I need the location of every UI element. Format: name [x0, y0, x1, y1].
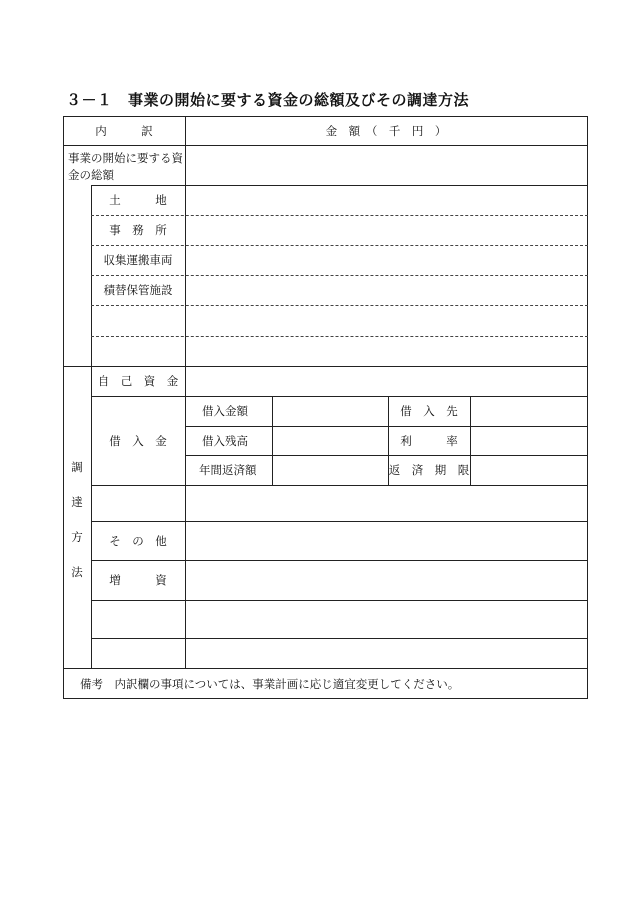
row-divider: [185, 426, 588, 427]
other-label: そ の 他: [109, 534, 167, 548]
procurement-char-3: 方: [71, 530, 83, 544]
borrowing-col-divider: [272, 396, 273, 486]
repayment-deadline-label: 返 済 期 限: [388, 463, 470, 477]
procurement-char-4: 法: [71, 565, 83, 579]
row-divider: [91, 215, 588, 216]
annual-repayment-label: 年間返済額: [199, 463, 257, 477]
note-text: 備考 内訳欄の事項については、事業計画に応じ適宜変更してください。: [80, 677, 460, 691]
row-divider: [91, 396, 588, 397]
procurement-indent-line: [91, 366, 92, 668]
column-divider: [185, 116, 186, 668]
borrowing-label: 借 入 金: [109, 434, 167, 448]
header-divider: [63, 145, 588, 146]
row-divider: [91, 245, 588, 246]
total-indent-line: [91, 185, 92, 367]
interest-rate-label: 利 率: [400, 434, 458, 448]
funding-table: [63, 116, 588, 699]
item-office: 事 務 所: [109, 223, 167, 237]
section-divider: [63, 366, 588, 367]
borrowing-balance-label: 借入残高: [202, 434, 248, 448]
row-divider: [91, 336, 588, 337]
header-breakdown: 内 訳: [95, 124, 153, 138]
row-divider: [91, 560, 588, 561]
item-vehicles: 収集運搬車両: [103, 253, 173, 267]
row-divider: [185, 455, 588, 456]
procurement-char-1: 調: [71, 460, 83, 474]
row-divider: [91, 600, 588, 601]
capital-increase-label: 増 資: [109, 573, 167, 587]
row-divider: [91, 521, 588, 522]
page-title: ３－１ 事業の開始に要する資金の総額及びその調達方法: [66, 91, 470, 109]
own-funds-label: 自 己 資 金: [97, 374, 179, 388]
row-divider: [91, 485, 588, 486]
procurement-char-2: 達: [71, 495, 83, 509]
note-divider: [63, 668, 588, 669]
item-land: 土 地: [109, 193, 167, 207]
total-funds-label: 事業の開始に要する資金の総額: [68, 151, 183, 182]
item-storage-facility: 積替保管施設: [103, 283, 173, 297]
lender-label: 借 入 先: [400, 404, 458, 418]
table-border-left: [63, 116, 64, 699]
row-divider: [91, 305, 588, 306]
borrowing-amount-label: 借入金額: [202, 404, 248, 418]
borrowing-col-divider: [470, 396, 471, 486]
total-funds-divider: [91, 185, 588, 186]
table-border-right: [587, 116, 588, 699]
table-border-bottom: [63, 698, 588, 699]
table-border-top: [63, 116, 588, 117]
row-divider: [91, 638, 588, 639]
row-divider: [91, 275, 588, 276]
header-amount: 金 額 （ 千 円 ）: [325, 124, 447, 138]
